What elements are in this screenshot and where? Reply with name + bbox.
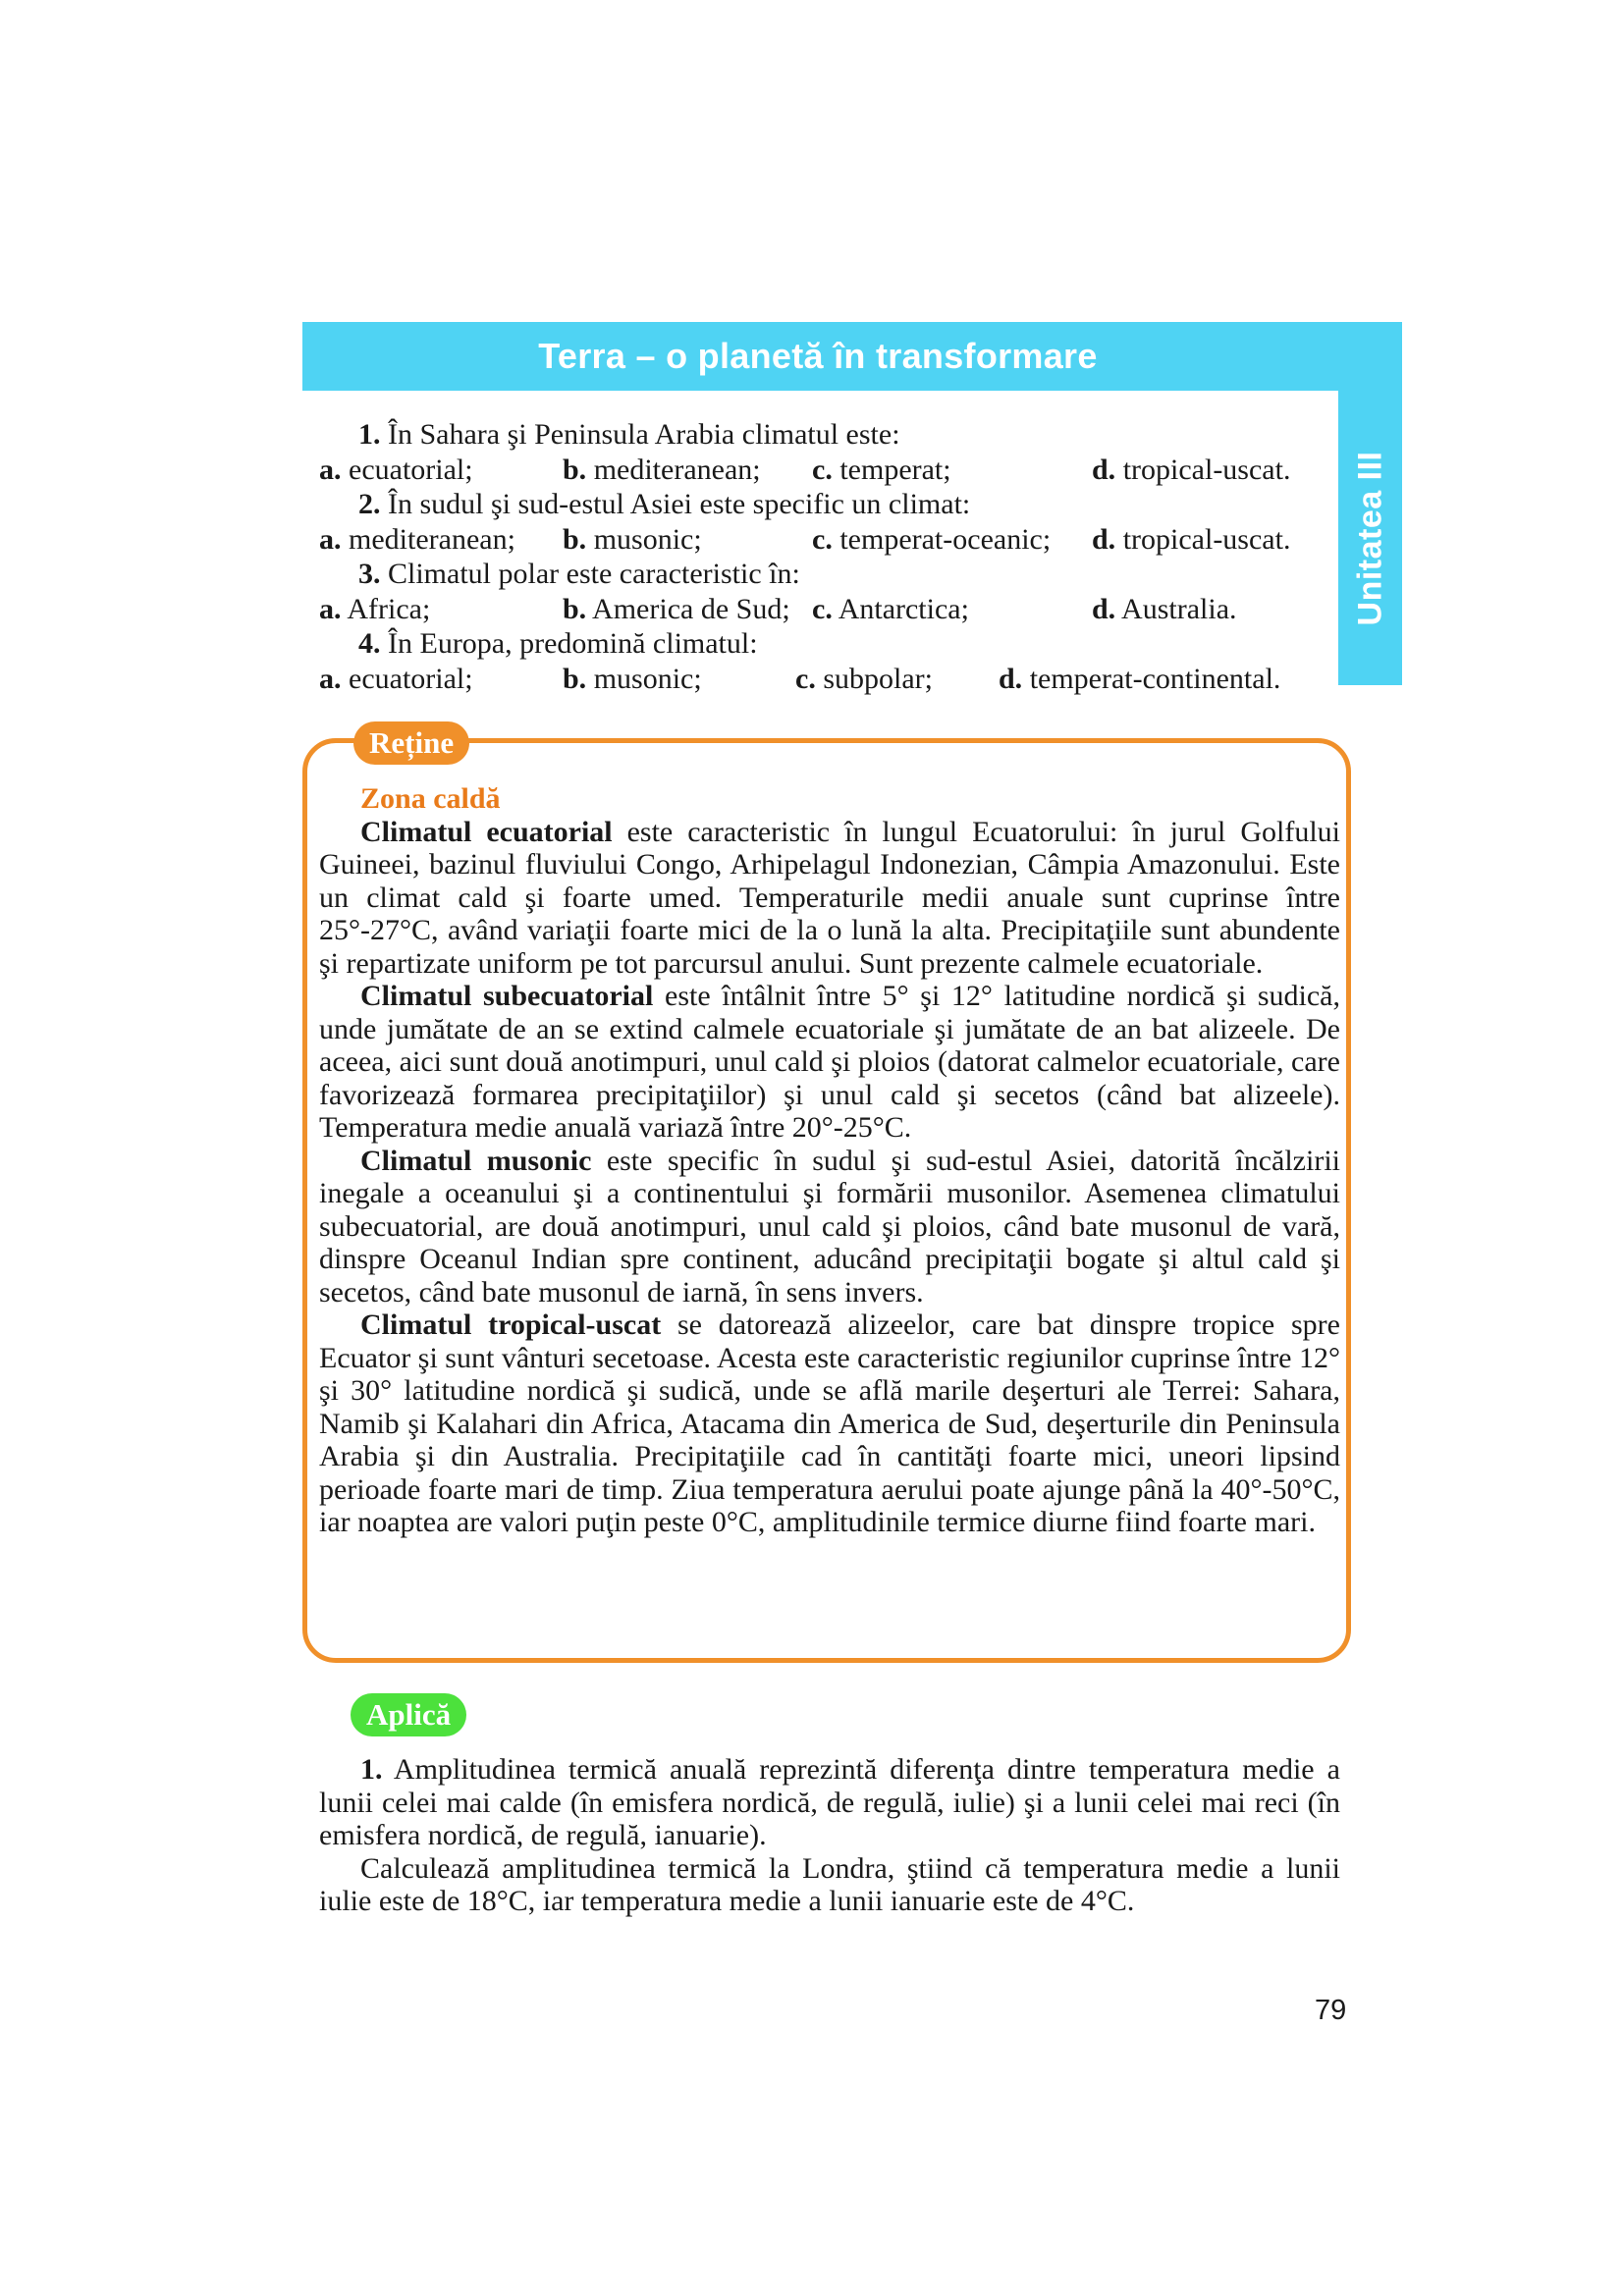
- unit-side-tab: [1338, 391, 1402, 685]
- paragraph-ecuatorial: Climatul ecuatorial este caracteristic în lungul Ecuatorului: în jurul Golfului Guineei, bazinul fluviului Congo, Arhipelagul Indonezian, Câmpia Amazonului. Este un climat cald şi foarte umed. Temperaturile medii anuale sunt cuprinse între 25°-27°C, având variaţii foarte mici de la o lună la alta. Precipitaţiile sunt abundente şi repartizate uniform pe tot parcursul anului. Sunt prezente calmele ecuatoriale.: [319, 815, 1340, 980]
- quiz-question-2: [319, 487, 1321, 522]
- option-c[interactable]: c. Antarctica;: [812, 592, 969, 625]
- zona-title: Zona caldă: [360, 782, 501, 815]
- quiz-options-1: [319, 453, 1321, 488]
- question-text: În sudul şi sud-estul Asiei este specific un climat:: [388, 488, 971, 520]
- aplica-content: [319, 1753, 1340, 1918]
- quiz-question-3: [319, 557, 1321, 592]
- question-number: 3.: [358, 558, 381, 590]
- question-text: În Sahara şi Peninsula Arabia climatul este:: [388, 418, 900, 451]
- option-a[interactable]: a. mediteranean;: [319, 522, 515, 556]
- question-text: În Europa, predomină climatul:: [388, 627, 758, 660]
- chapter-header: [302, 322, 1402, 391]
- option-b[interactable]: b. America de Sud;: [563, 592, 790, 625]
- option-a[interactable]: a. ecuatorial;: [319, 662, 473, 695]
- question-number: 4.: [358, 627, 381, 660]
- quiz-options-2: [319, 522, 1321, 558]
- quiz-question-4: [319, 626, 1321, 662]
- aplica-paragraph-1: 1. Amplitudinea termică anuală reprezintă diferenţa dintre temperatura medie a lunii celei mai calde (în emisfera nordică, de regulă, iulie) şi a lunii celei mai reci (în emisfera nordică, de regulă, ianuarie).: [319, 1753, 1340, 1851]
- paragraph-subecuatorial: Climatul subecuatorial este întâlnit între 5° şi 12° latitudine nordică şi sudică, unde jumătate de an se extind calmele ecuatoriale şi jumătate de an bat alizeele. De aceea, aici sunt două anotimpuri, unul cald şi ploios (datorat calmelor ecuatoriale, care favorizează formarea precipitaţiilor) şi unul cald şi secetos (când bat alizeele). Temperatura medie anuală variază între 20°-25°C.: [319, 980, 1340, 1144]
- option-d[interactable]: d. temperat-continental.: [999, 662, 1281, 695]
- retine-badge: Reține: [353, 721, 469, 765]
- option-a[interactable]: a. Africa;: [319, 592, 431, 625]
- question-text: Climatul polar este caracteristic în:: [388, 558, 800, 590]
- option-b[interactable]: b. mediteranean;: [563, 453, 761, 486]
- option-c[interactable]: c. temperat;: [812, 453, 951, 486]
- aplica-paragraph-2: Calculează amplitudinea termică la Londra, ştiind că temperatura medie a lunii iulie este de 18°C, iar temperatura medie a lunii ianuarie este de 4°C.: [319, 1851, 1340, 1917]
- option-b[interactable]: b. musonic;: [563, 522, 702, 556]
- quiz-options-4: [319, 662, 1321, 697]
- aplica-badge: Aplică: [351, 1693, 466, 1736]
- option-d[interactable]: d. tropical-uscat.: [1092, 453, 1291, 486]
- option-d[interactable]: d. Australia.: [1092, 592, 1237, 625]
- chapter-title: Terra – o planetă în transformare: [538, 336, 1098, 376]
- unit-label: Unitatea III: [1351, 451, 1388, 625]
- quiz-section: [319, 417, 1321, 696]
- page-number: 79: [1315, 1995, 1347, 2026]
- option-c[interactable]: c. temperat-oceanic;: [812, 522, 1052, 556]
- option-c[interactable]: c. subpolar;: [795, 662, 933, 695]
- question-number: 1.: [358, 418, 381, 451]
- quiz-options-3: [319, 592, 1321, 627]
- question-number: 2.: [358, 488, 381, 520]
- option-a[interactable]: a. ecuatorial;: [319, 453, 473, 486]
- option-b[interactable]: b. musonic;: [563, 662, 702, 695]
- quiz-question-1: [319, 417, 1321, 453]
- option-d[interactable]: d. tropical-uscat.: [1092, 522, 1291, 556]
- paragraph-tropical-uscat: Climatul tropical-uscat se datorează alizeelor, care bat dinspre tropice spre Ecuator şi sunt vânturi secetoase. Acesta este caracteristic regiunilor cuprinse între 12° şi 30° latitudine nordică şi sudică, unde se află marile deşerturi ale Terrei: Sahara, Namib şi Kalahari din Africa, Atacama din America de Sud, deşerturile din Peninsula Arabia şi din Australia. Precipitaţiile cad în cantităţi foarte mici, uneori lipsind perioade foarte mari de timp. Ziua temperatura aerului poate ajunge până la 40°-50°C, iar noaptea are valori puţin peste 0°C, amplitudinile termice diurne fiind foarte mari.: [319, 1308, 1340, 1538]
- retine-content: [319, 782, 1340, 1539]
- paragraph-musonic: Climatul musonic este specific în sudul şi sud-estul Asiei, datorită încălzirii inegale a oceanului şi a continentului şi formării musonilor. Asemenea climatului subecuatorial, are două anotimpuri, unul cald şi ploios, când bate musonul de vară, dinspre Oceanul Indian spre continent, aducând precipitaţii bogate şi altul cald şi secetos, când bate musonul de iarnă, în sens invers.: [319, 1144, 1340, 1308]
